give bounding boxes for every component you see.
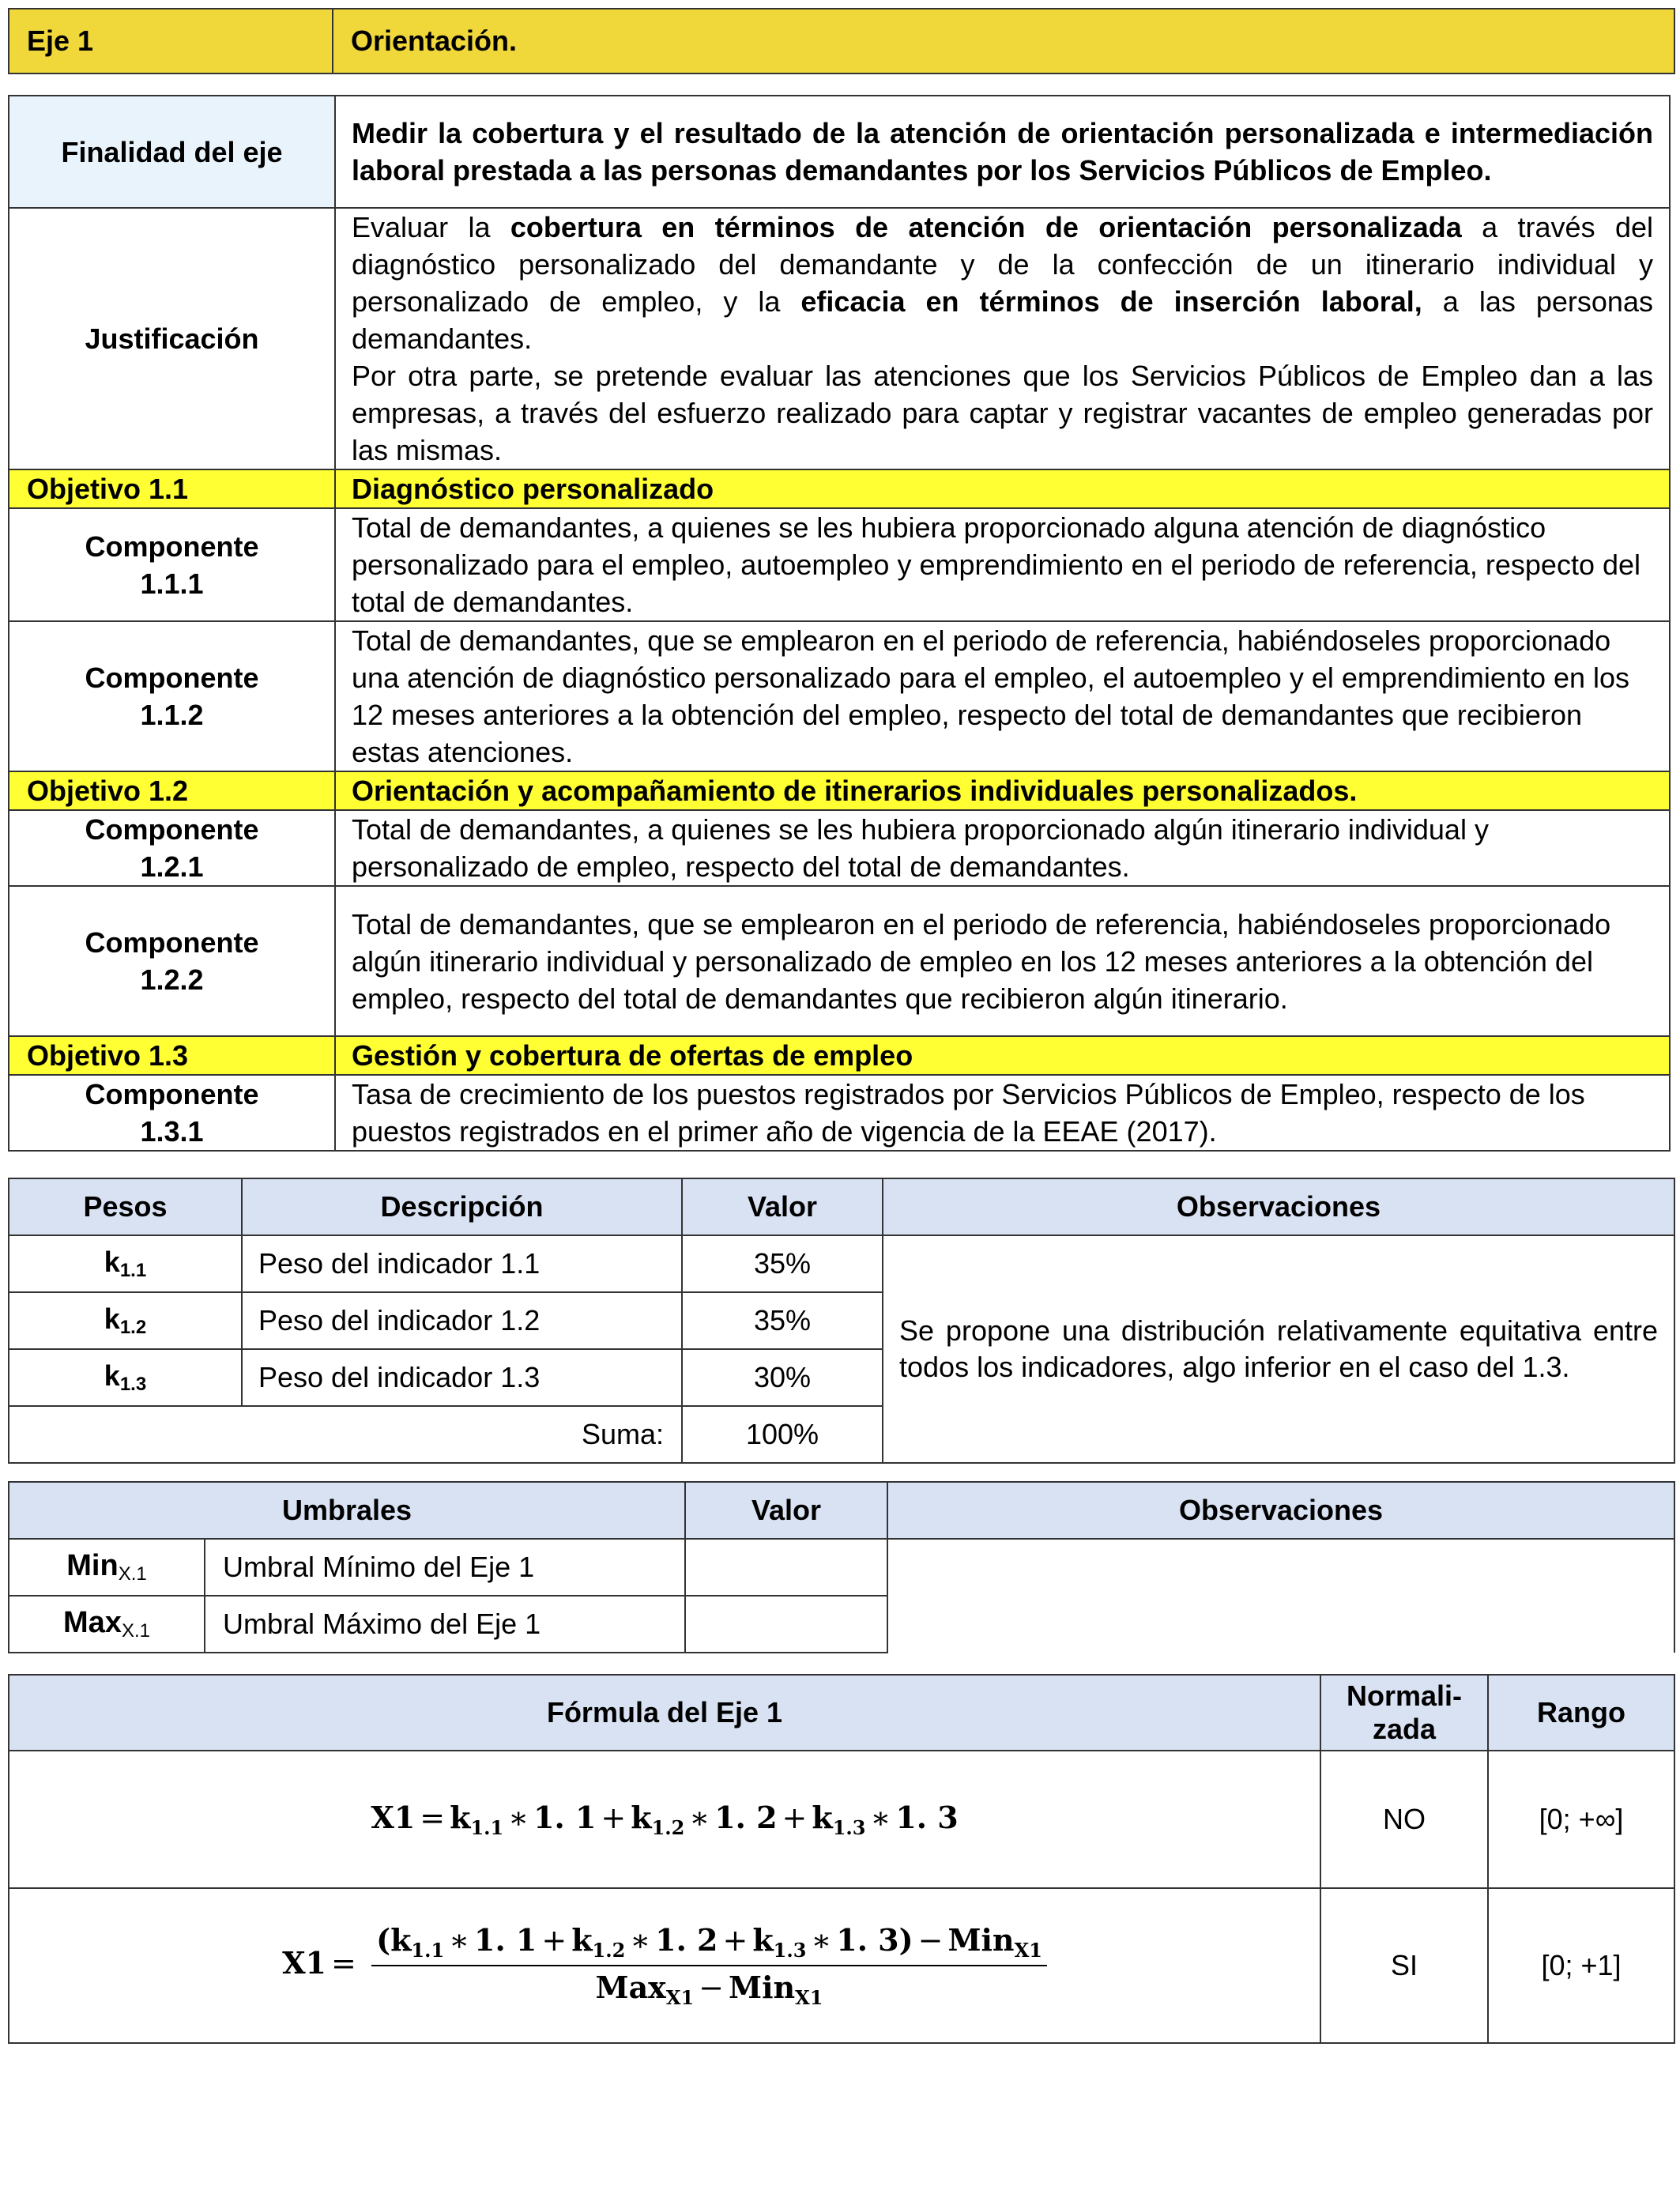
comp-label-number: 1.2.1 bbox=[140, 850, 204, 883]
axis-title: Orientación. bbox=[333, 9, 1674, 74]
comp-label-number: 1.1.2 bbox=[140, 699, 204, 731]
weight-symbol: $k_{1.3}$ bbox=[9, 1349, 242, 1406]
comp-label-number: 1.2.2 bbox=[140, 963, 204, 996]
justificacion-paragraph-1 bbox=[352, 209, 1653, 357]
objetivo-1-3-label: Objetivo 1.3 bbox=[9, 1036, 335, 1075]
comp-label-word: Componente bbox=[85, 1078, 259, 1110]
umbral-valor-header: Valor bbox=[685, 1482, 887, 1539]
objetivo-1-1-text: Diagnóstico personalizado bbox=[335, 469, 1670, 508]
objetivo-1-3-text: Gestión y cobertura de ofertas de empleo bbox=[335, 1036, 1670, 1075]
componente-1-2-2-text: Total de demandantes, que se emplearon en el periodo de referencia, habiéndoseles proporcionado algún itinerario individual y personalizado de empleo en los 12 meses anteriores a la obtención del empleo, respecto del total de demandantes que recibieron algún itinerario. bbox=[335, 886, 1670, 1036]
just-bold-eficacia: eficacia en términos de inserción laboral, bbox=[800, 285, 1422, 318]
finalidad-label: Finalidad del eje bbox=[9, 96, 335, 208]
descripcion-header: Descripción bbox=[242, 1178, 682, 1235]
just-text-c: a través del diagnóstico personalizado del demandante y de la confección de un itinerario individual y personalizado de empleo, y la bbox=[352, 211, 1653, 318]
comp-label-number: 1.3.1 bbox=[140, 1115, 204, 1148]
normalizada-header: Normali- zada bbox=[1320, 1675, 1488, 1751]
table-row bbox=[9, 1235, 1674, 1292]
componente-1-1-2-text: Total de demandantes, que se emplearon en el periodo de referencia, habiéndoseles proporcionado una atención de diagnóstico personalizado para el empleo, el autoempleo y el emprendimiento en los 12 meses anteriores a la obtención del empleo, respecto del total de demandantes que recibieron estas atenciones. bbox=[335, 621, 1670, 771]
suma-value: 100% bbox=[682, 1406, 883, 1463]
just-text-e: a las personas demandantes. bbox=[352, 285, 1653, 355]
weight-value: 30% bbox=[682, 1349, 883, 1406]
weight-value: 35% bbox=[682, 1292, 883, 1349]
just-text-a: Evaluar la bbox=[352, 211, 510, 243]
min-symbol: Min$_{X.1}$ bbox=[9, 1539, 205, 1596]
max-description: Umbral Máximo del Eje 1 bbox=[205, 1596, 685, 1653]
justificacion-text bbox=[335, 208, 1670, 469]
objetivo-1-2-text: Orientación y acompañamiento de itinerarios individuales personalizados. bbox=[335, 771, 1670, 810]
componente-1-1-2-label bbox=[9, 621, 335, 771]
componente-1-1-1-text: Total de demandantes, a quienes se les hubiera proporcionado alguna atención de diagnóstico personalizado para el empleo, autoempleo y emprendimiento en el periodo de referencia, respecto del total de demandantes. bbox=[335, 508, 1670, 621]
normalizada-si: SI bbox=[1320, 1888, 1488, 2043]
weight-description: Peso del indicador 1.1 bbox=[242, 1235, 682, 1292]
weight-symbol: $k_{1.1}$ bbox=[9, 1235, 242, 1292]
axis-number: Eje 1 bbox=[9, 9, 333, 74]
componente-1-2-2-label bbox=[9, 886, 335, 1036]
formula-table bbox=[8, 1674, 1675, 2044]
just-bold-cobertura: cobertura en términos de atención de orientación personalizada bbox=[510, 211, 1462, 243]
rango-2: [0; +1] bbox=[1488, 1888, 1674, 2043]
min-value bbox=[685, 1539, 887, 1596]
componente-1-3-1-text: Tasa de crecimiento de los puestos registrados por Servicios Públicos de Empleo, respecto de los puestos registrados en el primer año de vigencia de la EEAE (2017). bbox=[335, 1075, 1670, 1151]
componente-1-1-1-label bbox=[9, 508, 335, 621]
observaciones-header: Observaciones bbox=[883, 1178, 1674, 1235]
weight-symbol: $k_{1.2}$ bbox=[9, 1292, 242, 1349]
weights-observation: Se propone una distribución relativamente equitativa entre todos los indicadores, algo inferior en el caso del 1.3. bbox=[883, 1235, 1674, 1463]
weight-description: Peso del indicador 1.2 bbox=[242, 1292, 682, 1349]
justificacion-paragraph-2: Por otra parte, se pretende evaluar las atenciones que los Servicios Públicos de Empleo dan a las empresas, a través del esfuerzo realizado para captar y registrar vacantes de empleo generadas por las mismas. bbox=[352, 360, 1653, 466]
rango-1: [0; +∞] bbox=[1488, 1751, 1674, 1888]
formula-raw: $X1 = k_{1.1}$ ∗ 1. $1 + k_{1.2}$ ∗ 1. $2 + k_{1.3}$ ∗ 1. 3 bbox=[9, 1751, 1320, 1888]
table-row bbox=[9, 1539, 1674, 1596]
max-symbol: Max$_{X.1}$ bbox=[9, 1596, 205, 1653]
axis-description-table bbox=[8, 95, 1671, 1152]
normalizada-no: NO bbox=[1320, 1751, 1488, 1888]
objetivo-1-1-label: Objetivo 1.1 bbox=[9, 469, 335, 508]
objetivo-1-2-label: Objetivo 1.2 bbox=[9, 771, 335, 810]
comp-label-word: Componente bbox=[85, 926, 259, 959]
comp-label-word: Componente bbox=[85, 662, 259, 694]
weight-value: 35% bbox=[682, 1235, 883, 1292]
comp-label-number: 1.1.1 bbox=[140, 567, 204, 600]
max-value bbox=[685, 1596, 887, 1653]
comp-label-word: Componente bbox=[85, 530, 259, 563]
rango-header: Rango bbox=[1488, 1675, 1674, 1751]
weight-description: Peso del indicador 1.3 bbox=[242, 1349, 682, 1406]
formula-normalized: X1 = $\frac{(k_{1.1} ∗ 1. 1 + k_{1.2} ∗ 1. 2 + k_{1.3} ∗ 1. 3) - Min_{X1}}{Max_{X1} - Min_{X1}}$ bbox=[9, 1888, 1320, 2043]
finalidad-text: Medir la cobertura y el resultado de la atención de orientación personalizada e intermediación laboral prestada a las personas demandantes por los Servicios Públicos de Empleo. bbox=[335, 96, 1670, 208]
componente-1-2-1-label bbox=[9, 810, 335, 886]
componente-1-2-1-text: Total de demandantes, a quienes se les hubiera proporcionado algún itinerario individual y personalizado de empleo, respecto del total de demandantes. bbox=[335, 810, 1670, 886]
table-row bbox=[9, 1888, 1674, 2043]
componente-1-3-1-label bbox=[9, 1075, 335, 1151]
justificacion-label: Justificación bbox=[9, 208, 335, 469]
suma-label: Suma: bbox=[9, 1406, 682, 1463]
formula-header: Fórmula del Eje 1 bbox=[9, 1675, 1320, 1751]
min-description: Umbral Mínimo del Eje 1 bbox=[205, 1539, 685, 1596]
pesos-header: Pesos bbox=[9, 1178, 242, 1235]
axis-header-table bbox=[8, 8, 1675, 74]
umbral-observaciones-header: Observaciones bbox=[887, 1482, 1674, 1539]
thresholds-table bbox=[8, 1481, 1675, 1653]
umbral-observaciones bbox=[887, 1539, 1674, 1653]
valor-header: Valor bbox=[682, 1178, 883, 1235]
weights-table bbox=[8, 1178, 1675, 1464]
umbrales-header: Umbrales bbox=[9, 1482, 685, 1539]
comp-label-word: Componente bbox=[85, 813, 259, 846]
table-row bbox=[9, 1751, 1674, 1888]
